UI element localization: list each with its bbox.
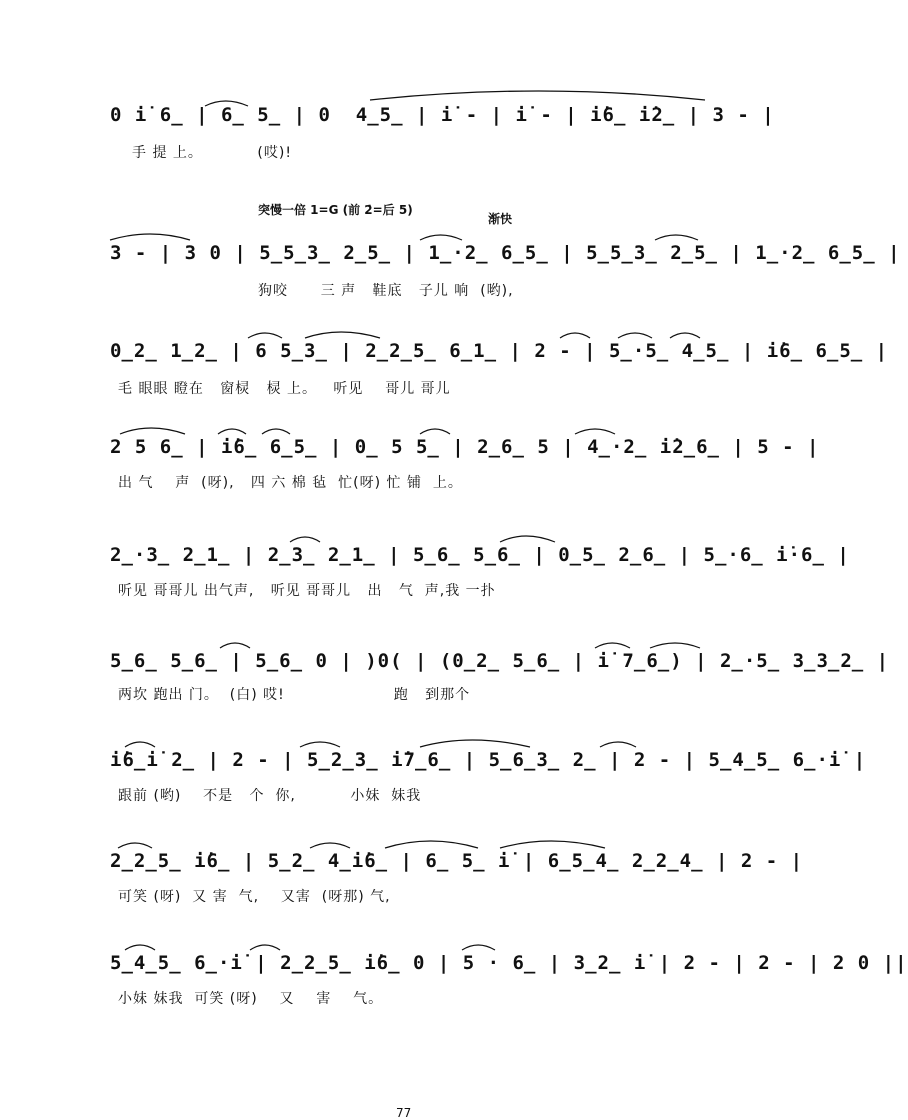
notation-line: 0 i̇ 6̲ | 6̲ 5̲ | 0 4̲5̲ | i̇ - | i̇ - | i̇6̲ i̇2̲ | 3 - | xyxy=(110,104,775,126)
notation-line: i̇6̲i̇ 2̲ | 2 - | 5̲2̲3̲ i̇7̲6̲ | 5̲6̲3̲ 2̲ | 2 - | 5̲4̲5̲ 6̲·i̇ | xyxy=(110,749,867,771)
page-number: 77 xyxy=(396,1106,412,1120)
lyrics-line: 毛 眼眼 瞪在 窗棂 棂 上。 听见 哥儿 哥儿 xyxy=(118,381,451,397)
lyrics-line: 狗咬 三 声 鞋底 子儿 响 (哟), xyxy=(258,283,514,299)
notation-line: 5̲6̲ 5̲6̲ | 5̲6̲ 0 | )0( | (0̲2̲ 5̲6̲ | i̇ 7̲6̲) | 2̲·5̲ 3̲3̲2̲ | xyxy=(110,650,890,672)
lyrics-line: 两坎 跑出 门。 (白) 哎! 跑 到那个 xyxy=(118,687,471,703)
notation-line: 0̲2̲ 1̲2̲ | 6 5̲3̲ | 2̲2̲5̲ 6̲1̲ | 2 - | 5̲·5̲ 4̲5̲ | i̇6̲ 6̲5̲ | xyxy=(110,340,889,362)
notation-line: 2̲2̲5̲ i̇6̲ | 5̲2̲ 4̲i̇6̲ | 6̲ 5̲ i̇ | 6̲5̲4̲ 2̲2̲4̲ | 2 - | xyxy=(110,850,804,872)
notation-line: 3 - | 3 0 | 5̲5̲3̲ 2̲5̲ | 1̲·2̲ 6̲5̲ | 5̲5̲3̲ 2̲5̲ | 1̲·2̲ 6̲5̲ | xyxy=(110,242,901,264)
lyrics-line: 手 提 上。 (哎)! xyxy=(132,145,292,161)
lyrics-line: 跟前 (哟) 不是 个 你, 小妹 妹我 xyxy=(118,788,422,804)
lyrics-line: 可笑 (呀) 又 害 气, 又害 (呀那) 气, xyxy=(118,889,391,905)
tempo-note: 突慢一倍 1=G (前 2̇=后 5) xyxy=(258,203,413,217)
dynamics-note: 渐快 xyxy=(488,212,513,226)
lyrics-line: 出 气 声 (呀), 四 六 棉 毡 忙(呀) 忙 铺 上。 xyxy=(118,475,463,491)
notation-line: 2̲·3̲ 2̲1̲ | 2̲3̲ 2̲1̲ | 5̲6̲ 5̲6̲ | 0̲5̲ 2̲6̲ | 5̲·6̲ i̇·6̲ | xyxy=(110,544,850,566)
notation-line: 5̲4̲5̲ 6̲·i̇ | 2̲2̲5̲ i̇6̲ 0 | 5 · 6̲ | 3̲2̲ i̇ | 2 - | 2 - | 2 0 || xyxy=(110,952,908,974)
lyrics-line: 听见 哥哥儿 出气声, 听见 哥哥儿 出 气 声,我 一扑 xyxy=(118,583,496,599)
lyrics-line: 小妹 妹我 可笑 (呀) 又 害 气。 xyxy=(118,991,384,1007)
notation-line: 2 5 6̲ | i̇6̲ 6̲5̲ | 0̲ 5 5̲ | 2̲6̲ 5 | 4̲·2̲ i̇2̲6̲ | 5 - | xyxy=(110,436,820,458)
